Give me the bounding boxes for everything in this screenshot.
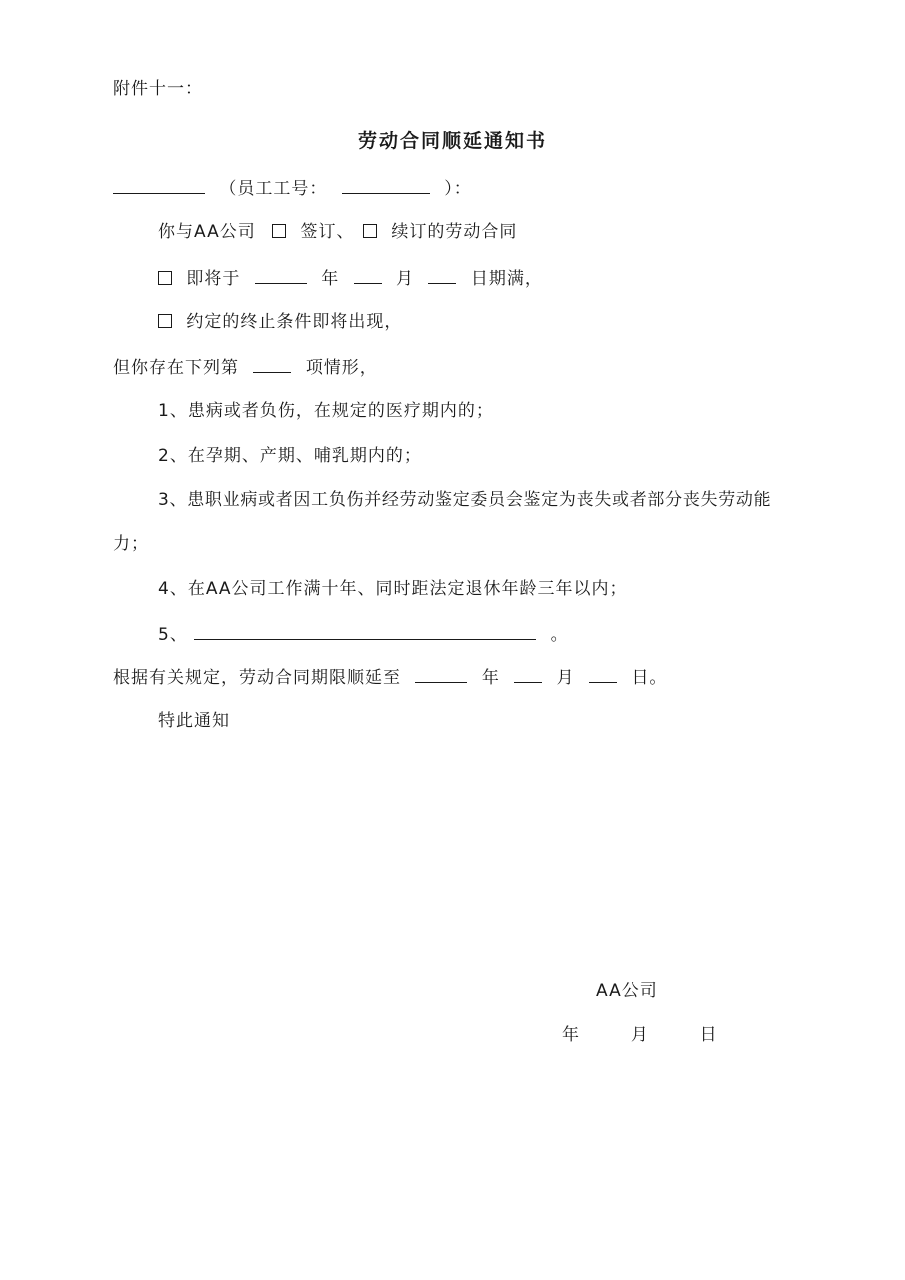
employee-name-blank[interactable] [113,176,205,194]
termination-line [158,311,402,333]
item-5-suffix: 。 [550,625,569,645]
item-3-continued: 力； [113,534,149,554]
item-5-prefix: 5、 [158,625,188,645]
expiry-month-label: 月 [396,269,415,289]
renew-checkbox[interactable] [363,224,377,238]
attachment-label: 附件十一： [113,79,203,99]
signature-company: AA公司 [596,981,658,1001]
expiry-day-blank[interactable] [428,266,456,284]
expiry-checkbox[interactable] [158,271,172,285]
employee-id-close: ）： [444,179,472,199]
situation-suffix: 项情形， [305,358,378,378]
extension-prefix: 根据有关规定，劳动合同期限顺延至 [113,668,401,688]
situation-prefix: 但你存在下列第 [113,358,239,378]
item-1: 1、患病或者负伤，在规定的医疗期内的； [158,401,494,421]
expiry-day-label: 日期满， [470,269,543,289]
signature-month-label: 月 [630,1025,649,1045]
extension-year-blank[interactable] [415,665,467,683]
extension-day-blank[interactable] [589,665,617,683]
extension-day-label: 日。 [631,668,668,688]
closing-text: 特此通知 [158,711,230,731]
item-3: 3、患职业病或者因工负伤并经劳动鉴定委员会鉴定为丧失或者部分丧失劳动能 [158,490,772,510]
sign-option-label: 签订、 [300,222,355,242]
extension-month-label: 月 [556,668,575,688]
expiry-line [158,266,543,290]
termination-label: 约定的终止条件即将出现， [186,312,403,332]
extension-line [113,665,667,689]
renew-option-label: 续订的劳动合同 [391,222,518,242]
contract-line [158,221,517,243]
expiry-month-blank[interactable] [354,266,382,284]
termination-checkbox[interactable] [158,314,172,328]
signature-date [562,1024,718,1046]
situation-line [113,355,378,379]
expiry-year-blank[interactable] [255,266,307,284]
situation-number-blank[interactable] [253,355,291,373]
item-2: 2、在孕期、产期、哺乳期内的； [158,446,422,466]
extension-year-label: 年 [481,668,500,688]
employee-line [113,176,472,200]
expiry-year-label: 年 [321,269,340,289]
signature-year-label: 年 [562,1025,580,1045]
contract-prefix: 你与AA公司 [158,222,256,242]
item-4: 4、在AA公司工作满十年、同时距法定退休年龄三年以内； [158,579,628,599]
item-5-blank[interactable] [194,622,536,640]
extension-month-blank[interactable] [514,665,542,683]
employee-id-open: （员工工号： [219,179,328,199]
expiry-prefix: 即将于 [186,269,241,289]
signature-day-label: 日 [699,1025,718,1045]
employee-id-blank[interactable] [342,176,430,194]
document-title: 劳动合同顺延通知书 [357,130,547,152]
sign-checkbox[interactable] [272,224,286,238]
item-5 [158,622,569,646]
